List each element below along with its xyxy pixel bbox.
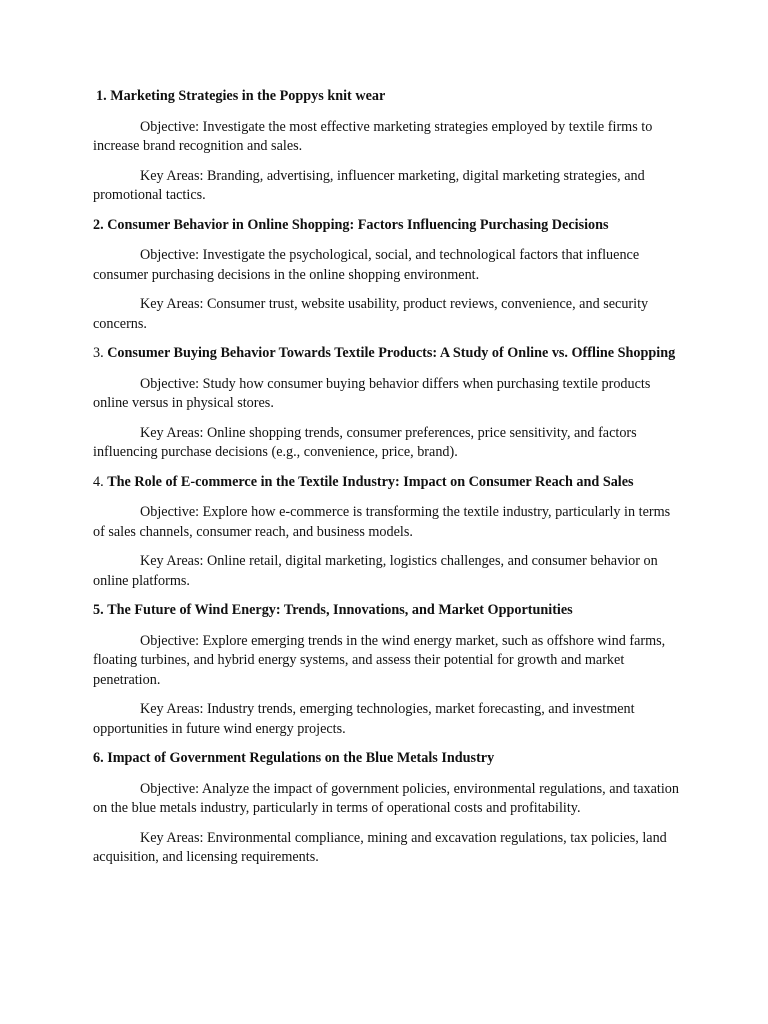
key-areas-text: Key Areas: Environmental compliance, mining and excavation regulations, tax policies, land acquisition, and licensing requirements. bbox=[93, 829, 667, 865]
document-page bbox=[93, 87, 683, 878]
section-number: 2. bbox=[93, 216, 104, 233]
objective-text: Objective: Investigate the most effective marketing strategies employed by textile firms to increase brand recognition and sales. bbox=[93, 118, 653, 154]
section-heading bbox=[93, 601, 683, 621]
section-title: The Future of Wind Energy: Trends, Innovations, and Market Opportunities bbox=[107, 602, 573, 618]
list-item bbox=[93, 601, 683, 739]
section-heading bbox=[93, 87, 683, 107]
objective-text: Objective: Analyze the impact of government policies, environmental regulations, and taxation on the blue metals industry, particularly in terms of operational costs and profitability. bbox=[93, 780, 679, 816]
section-title: The Role of E-commerce in the Textile Industry: Impact on Consumer Reach and Sales bbox=[107, 473, 634, 490]
section-number: 4. bbox=[93, 473, 104, 490]
list-item bbox=[93, 344, 683, 463]
section-title: Consumer Buying Behavior Towards Textile Products: A Study of Online vs. Offline Shopping bbox=[107, 345, 676, 361]
section-title: Consumer Behavior in Online Shopping: Factors Influencing Purchasing Decisions bbox=[107, 216, 609, 233]
objective-text: Objective: Explore how e-commerce is transforming the textile industry, particularly in terms of sales channels, consumer reach, and business models. bbox=[93, 504, 671, 540]
section-title: Impact of Government Regulations on the Blue Metals Industry bbox=[107, 750, 495, 766]
section-number: 6. bbox=[93, 750, 104, 766]
key-areas-text: Key Areas: Industry trends, emerging technologies, market forecasting, and investment opportunities in future wind energy projects. bbox=[93, 701, 635, 737]
key-areas-text: Key Areas: Online retail, digital marketing, logistics challenges, and consumer behavior on online platforms. bbox=[93, 553, 658, 589]
section-number: 3. bbox=[93, 345, 104, 361]
objective-text: Objective: Explore emerging trends in the wind energy market, such as offshore wind farms, floating turbines, and hybrid energy systems, and assess their potential for growth and market penetration. bbox=[93, 632, 666, 688]
list-item bbox=[93, 216, 683, 335]
section-number: 1. bbox=[96, 88, 107, 104]
list-item bbox=[93, 87, 683, 206]
section-heading bbox=[93, 749, 683, 769]
section-heading bbox=[93, 473, 683, 493]
section-heading bbox=[93, 216, 683, 236]
section-number: 5. bbox=[93, 602, 104, 618]
list-item bbox=[93, 473, 683, 592]
objective-text: Objective: Investigate the psychological, social, and technological factors that influence consumer purchasing decisions in the online shopping environment. bbox=[93, 247, 640, 283]
key-areas-text: Key Areas: Online shopping trends, consumer preferences, price sensitivity, and factors influencing purchase decisions (e.g., convenience, price, brand). bbox=[93, 424, 637, 460]
section-title: Marketing Strategies in the Poppys knit wear bbox=[110, 88, 386, 104]
section-heading bbox=[93, 344, 683, 364]
key-areas-text: Key Areas: Branding, advertising, influencer marketing, digital marketing strategies, and promotional tactics. bbox=[93, 167, 645, 203]
objective-text: Objective: Study how consumer buying behavior differs when purchasing textile products online versus in physical stores. bbox=[93, 375, 651, 411]
list-item bbox=[93, 749, 683, 868]
key-areas-text: Key Areas: Consumer trust, website usability, product reviews, convenience, and security concerns. bbox=[93, 296, 649, 332]
